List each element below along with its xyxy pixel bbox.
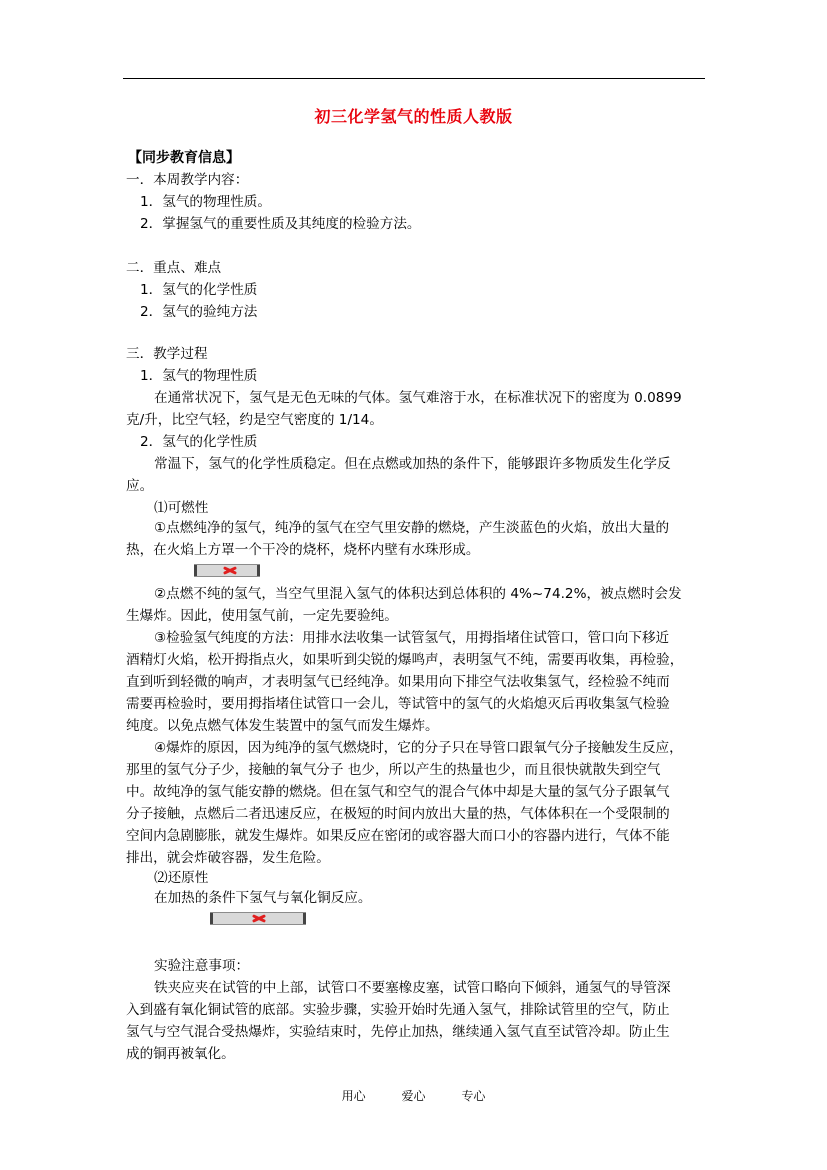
experiment-figure-2 [210,912,306,925]
text-line: ②点燃不纯的氢气，当空气里混入氢气的体积达到总体积的 4%~74.2%，被点燃时会发 [154,586,682,602]
text-line: 排出，就会炸破容器，发生危险。 [126,850,330,866]
text-line: 空间内急剧膨胀，就发生爆炸。如果反应在密闭的或容器大而口小的容器内进行，气体不能 [126,828,670,844]
page-footer [0,1087,827,1104]
text-line: 应。 [126,478,154,494]
text-line: 1．氢气的物理性质 [140,368,258,384]
text-line: 酒精灯火焰，松开拇指点火，如果听到尖锐的爆鸣声，表明氢气不纯，需要再收集，再检验， [126,652,684,668]
text-line: 生爆炸。因此，使用氢气前，一定先要验纯。 [126,608,398,624]
text-line: 中。故纯净的氢气能安静的燃烧。但在氢气和空气的混合气体中却是大量的氢气分子跟氧气 [126,784,670,800]
document-title: 初三化学氢气的性质人教版 [314,107,513,126]
text-line: ①点燃纯净的氢气，纯净的氢气在空气里安静的燃烧，产生淡蓝色的火焰，放出大量的 [154,520,670,536]
text-line: 在加热的条件下氢气与氧化铜反应。 [154,890,372,906]
text-line: ⑴可燃性 [154,500,209,516]
text-line: 氢气与空气混合受热爆炸，实验结束时，先停止加热，继续通入氢气直至试管冷却。防止生 [126,1024,670,1040]
text-line: 2．掌握氢气的重要性质及其纯度的检验方法。 [140,216,421,232]
footer-text: 爱心 [401,1089,426,1103]
text-line: 一．本周教学内容： [126,172,249,188]
text-line: 三．教学过程 [126,346,208,362]
footer-text: 专心 [461,1089,486,1103]
text-line: 2．氢气的验纯方法 [140,304,258,320]
text-line: 在通常状况下，氢气是无色无味的气体。氢气难溶于水，在标准状况下的密度为 0.0899 [154,390,682,406]
experiment-figure-1 [194,564,260,577]
text-line: 那里的氢气分子少，接触的氧气分子 也少，所以产生的热量也少，而且很快就散失到空气 [126,762,661,778]
text-line: 实验注意事项： [154,958,250,974]
text-line: 热，在火焰上方罩一个干冷的烧杯，烧杯内壁有水珠形成。 [126,542,480,558]
section-heading: 【同步教育信息】 [128,150,240,166]
text-line: 二．重点、难点 [126,260,222,276]
header-rule [123,78,705,79]
text-line: 分子接触，点燃后二者迅速反应，在极短的时间内放出大量的热，气体体积在一个受限制的 [126,806,670,822]
text-line: 1．氢气的化学性质 [140,282,258,298]
text-line: 直到听到轻微的响声，才表明氢气已经纯净。如果用向下排空气法收集氢气，经检验不纯而 [126,674,670,690]
text-line: 铁夹应夹在试管的中上部，试管口不要塞橡皮塞，试管口略向下倾斜，通氢气的导管深 [154,980,671,996]
text-line: 入到盛有氧化铜试管的底部。实验步骤，实验开始时先通入氢气，排除试管里的空气，防止 [126,1002,670,1018]
text-line: ④爆炸的原因，因为纯净的氢气燃烧时，它的分子只在导管口跟氧气分子接触发生反应， [154,740,683,756]
text-line: 1．氢气的物理性质。 [140,194,271,210]
text-line: 常温下，氢气的化学性质稳定。但在点燃或加热的条件下，能够跟许多物质发生化学反 [154,456,671,472]
text-line: 纯度。以免点燃气体发生装置中的氢气而发生爆炸。 [126,718,439,734]
footer-text: 用心 [341,1089,366,1103]
text-line: ③检验氢气纯度的方法：用排水法收集一试管氢气，用拇指堵住试管口，管口向下移近 [154,630,670,646]
text-line: ⑵还原性 [154,870,209,886]
text-line: 成的铜再被氧化。 [126,1046,235,1062]
text-line: 克/升，比空气轻，约是空气密度的 1/14。 [126,412,383,428]
text-line: 需要再检验时，要用拇指堵住试管口一会儿，等试管中的氢气的火焰熄灭后再收集氢气检验 [126,696,670,712]
text-line: 2．氢气的化学性质 [140,434,258,450]
